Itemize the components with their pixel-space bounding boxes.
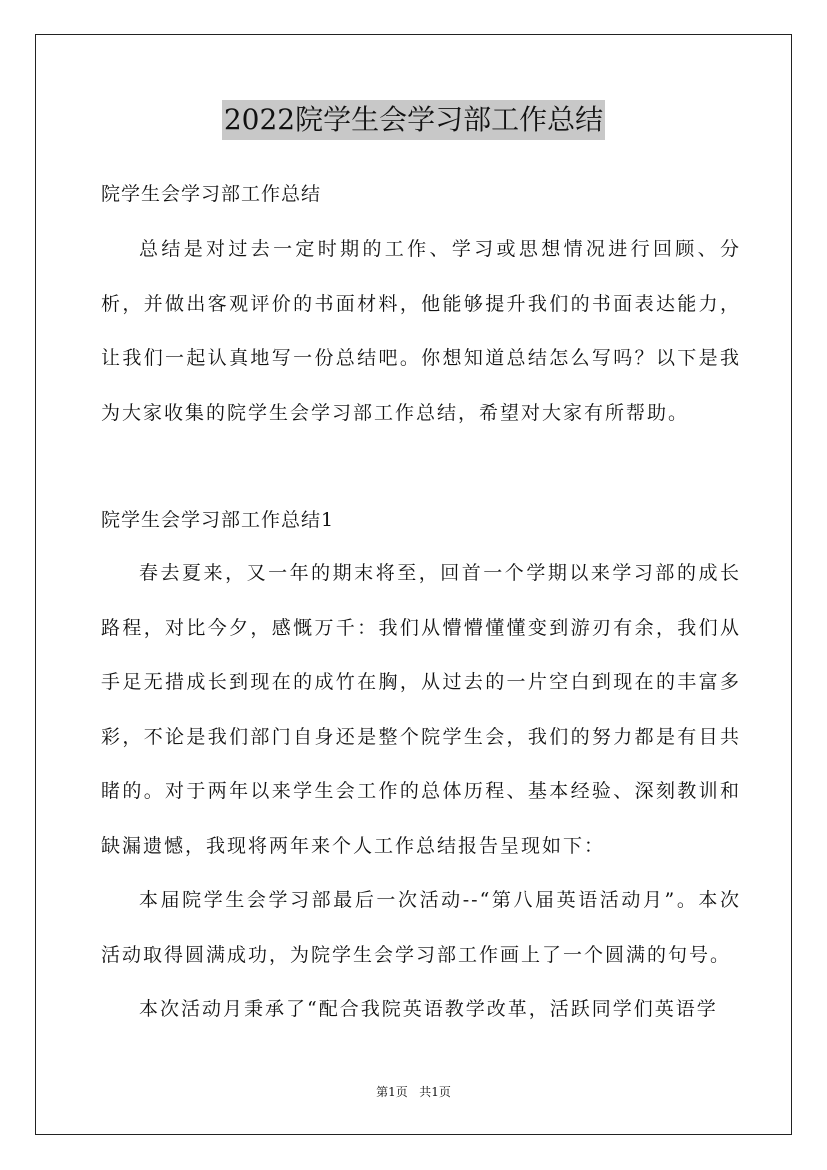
section1-heading: 院学生会学习部工作总结1 [101, 509, 335, 531]
document-subtitle: 院学生会学习部工作总结 [101, 183, 322, 205]
title-wrap [0, 100, 827, 140]
document-title: 2022院学生会学习部工作总结 [222, 100, 605, 140]
intro-paragraph: 总结是对过去一定时期的工作、学习或思想情况进行回顾、分析，并做出客观评价的书面材料，他能够提升我们的书面表达能力，让我们一起认真地写一份总结吧。你想知道总结怎么写吗？以下是我为大家收集的院学生会学习部工作总结，希望对大家有所帮助。 [101, 238, 741, 424]
section1-block [101, 546, 741, 1037]
section1-paragraph-3: 本次活动月秉承了“配合我院英语教学改革，活跃同学们英语学 [139, 998, 718, 1020]
section1-paragraph-2: 本届院学生会学习部最后一次活动--“第八届英语活动月”。本次活动取得圆满成功，为院学生会学习部工作画上了一个圆满的句号。 [101, 889, 741, 966]
page-number: 第1页 [376, 1085, 408, 1099]
intro-block [101, 222, 741, 440]
section1-paragraph-1: 春去夏来，又一年的期末将至，回首一个学期以来学习部的成长路程，对比今夕，感慨万千：我们从懵懵懂懂变到游刃有余，我们从手足无措成长到现在的成竹在胸，从过去的一片空白到现在的丰富多彩，不论是我们部门自身还是整个院学生会，我们的努力都是有目共睹的。对于两年以来学生会工作的总体历程、基本经验、深刻教训和缺漏遗憾，我现将两年来个人工作总结报告呈现如下： [101, 562, 741, 857]
page-footer [0, 1083, 827, 1100]
page-total: 共1页 [419, 1085, 451, 1099]
